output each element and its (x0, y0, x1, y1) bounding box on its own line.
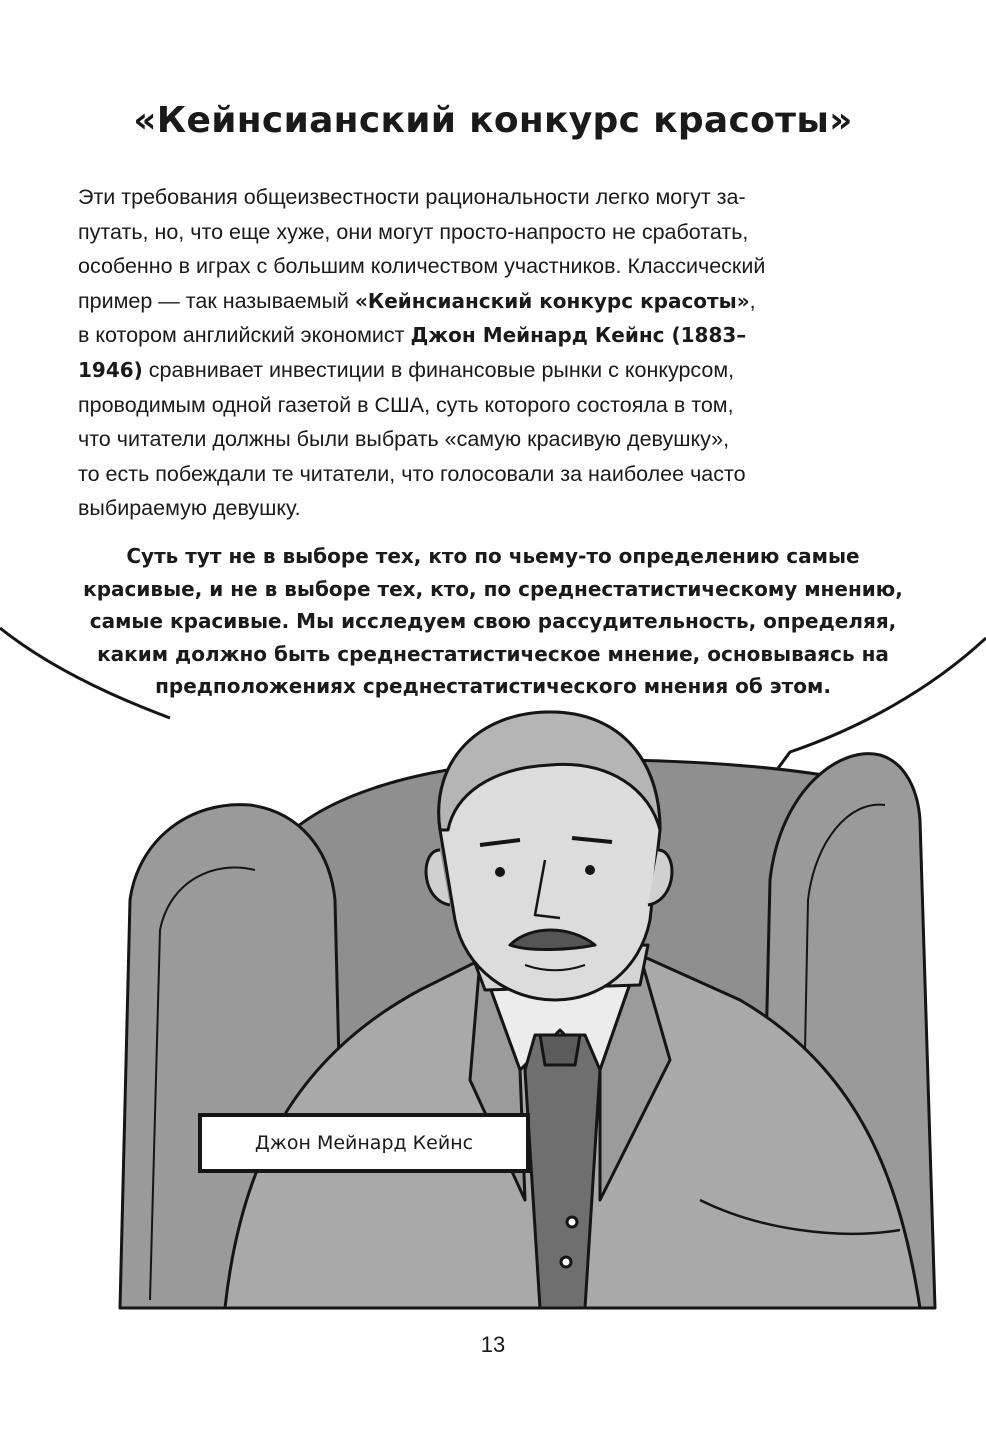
body-line: пример — так называемый «Кейнсианский конкурс красоты», (78, 288, 756, 313)
body-line: что читатели должны были выбрать «самую красивую девушку», (78, 427, 730, 452)
character-caption (198, 1113, 530, 1173)
highlight-term: «Кейнсианский конкурс красоты» (354, 288, 750, 313)
body-line: то есть побеждали те читатели, что голосовали за наиболее часто (78, 461, 746, 486)
page-number: 13 (480, 1332, 506, 1357)
highlight-years: 1946) (78, 357, 143, 382)
body-line: 1946) сравнивает инвестиции в финансовые рынки с конкурсом, (78, 357, 735, 382)
caption-text: Джон Мейнард Кейнс (254, 1132, 474, 1154)
quote-line: Суть тут не в выборе тех, кто по чьему-то определению самые (126, 544, 860, 568)
page-title: «Кейнсианский конкурс красоты» (133, 100, 853, 141)
highlight-name: Джон Мейнард Кейнс (1883– (410, 323, 747, 348)
body-line: проводимым одной газетой в США, суть которого состояла в том, (78, 392, 734, 417)
quote-line: красивые, и не в выборе тех, кто, по среднестатистическому мнению, (83, 576, 903, 601)
body-line: выбираемую девушку. (78, 496, 301, 521)
quote-line: самые красивые. Мы исследуем свою рассудительность, определяя, (89, 609, 897, 633)
body-line: в котором английский экономист Джон Мейнард Кейнс (1883– (78, 323, 747, 348)
quote-line: каким должно быть среднестатистическое мнение, основываясь на (97, 641, 889, 666)
body-line: особенно в играх с большим количеством участников. Классический (78, 254, 766, 279)
quote-line: предположениях среднестатистического мнения об этом. (155, 674, 831, 698)
body-line: Эти требования общеизвестности рациональности легко могут за- (78, 185, 746, 209)
body-line: путать, но, что еще хуже, они могут просто-напросто не сработать, (78, 219, 749, 244)
